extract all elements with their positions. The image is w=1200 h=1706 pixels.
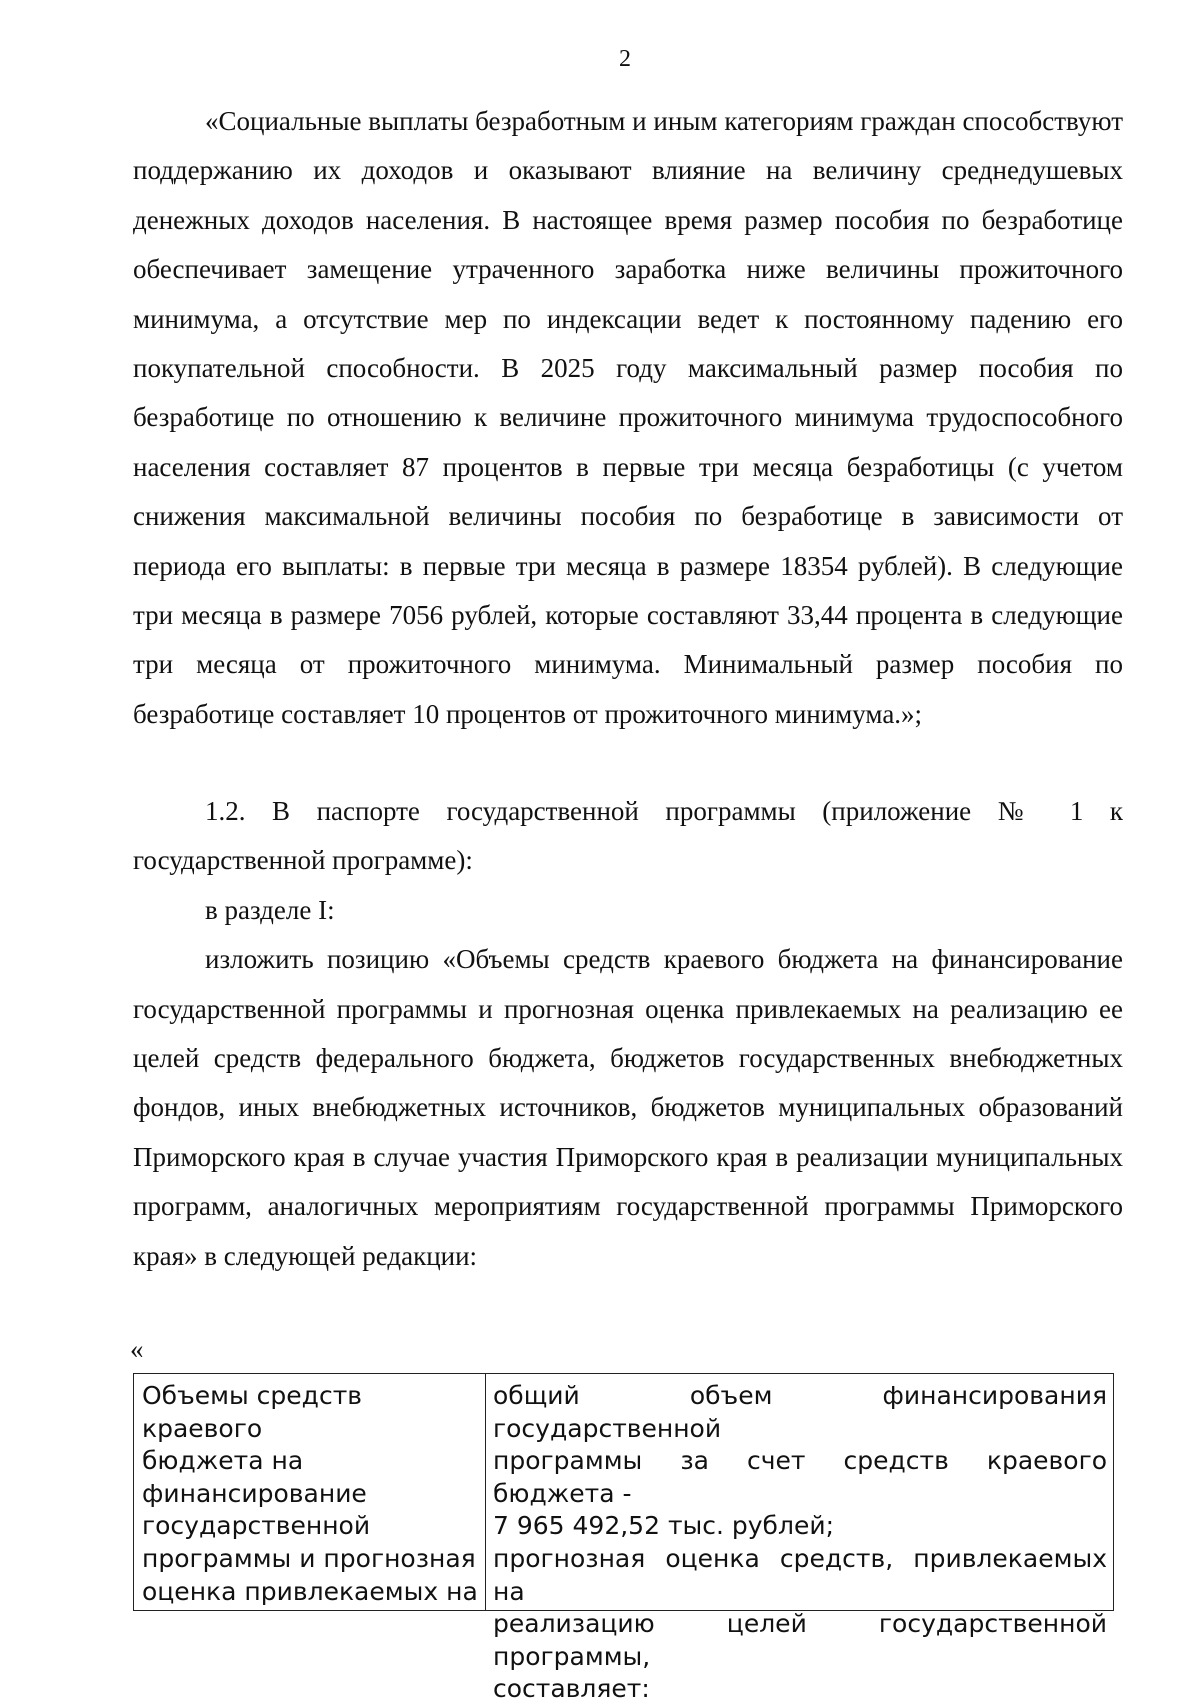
table-left-line: бюджета на — [142, 1446, 304, 1476]
table-right-line: 7 965 492,52 тыс. рублей; — [493, 1511, 834, 1541]
opening-quote-mark: « — [130, 1334, 144, 1364]
table-left-line: программы и прогнозная — [142, 1543, 476, 1573]
table-left-line: государственной — [142, 1511, 371, 1541]
table-right-line: реализацию целей государственной программы, — [493, 1609, 1107, 1671]
section-1-2-block — [133, 787, 1123, 1281]
instruction-paragraph: изложить позицию «Объемы средств краевого бюджета на финансирование государственной программы и прогнозная оценка привлекаемых на реализацию ее целей средств федерального бюджета, бюджетов государственных внебюджетных фондов, иных внебюджетных источников, бюджетов муниципальных образований Приморского края в случае участия Приморского края в реализации муниципальных программ, аналогичных мероприятиям государственной программы Приморского края» в следующей редакции: — [133, 944, 1123, 1271]
amended-text-block — [133, 97, 1123, 739]
table-left-line: Объемы средств краевого — [142, 1381, 363, 1443]
table-right-line: программы за счет средств краевого бюджета - — [493, 1446, 1107, 1508]
quoted-paragraph: «Социальные выплаты безработным и иным категориям граждан способствуют поддержанию их доходов и оказывают влияние на величину среднедушевых денежных доходов населения. В настоящее время размер пособия по безработице обеспечивает замещение утраченного заработка ниже величины прожиточного минимума, а отсутствие мер по индексации ведет к постоянному падению его покупательной способности. В 2025 году максимальный размер пособия по безработице по отношению к величине прожиточного минимума трудоспособного населения составляет 87 процентов в первые три месяца безработицы (с учетом снижения максимальной величины пособия по безработице в зависимости от периода его выплаты: в первые три месяца в размере 18354 рублей). В следующие три месяца в размере 7056 рублей, которые составляют 33,44 процента в следующие три месяца от прожиточного минимума. Минимальный размер пособия по безработице составляет 10 процентов от прожиточного минимума.»; — [133, 106, 1123, 729]
section-reference-paragraph: в разделе I: — [205, 894, 335, 925]
passport-table — [133, 1373, 1114, 1704]
table-left-line: оценка привлекаемых на — [142, 1576, 478, 1606]
page-number: 2 — [619, 46, 631, 72]
table-right-line: общий объем финансирования государственной — [493, 1381, 1107, 1443]
table-cell-position-value — [486, 1374, 1113, 1704]
table-right-line: составляет: — [493, 1674, 650, 1704]
table-cell-position-name — [134, 1374, 486, 1610]
table-right-line: прогнозная оценка средств, привлекаемых на — [493, 1543, 1107, 1606]
table-left-line: финансирование — [142, 1478, 367, 1508]
item-1-2-paragraph: 1.2. В паспорте государственной программы (приложение № 1 к государственной программе): — [133, 796, 1123, 876]
